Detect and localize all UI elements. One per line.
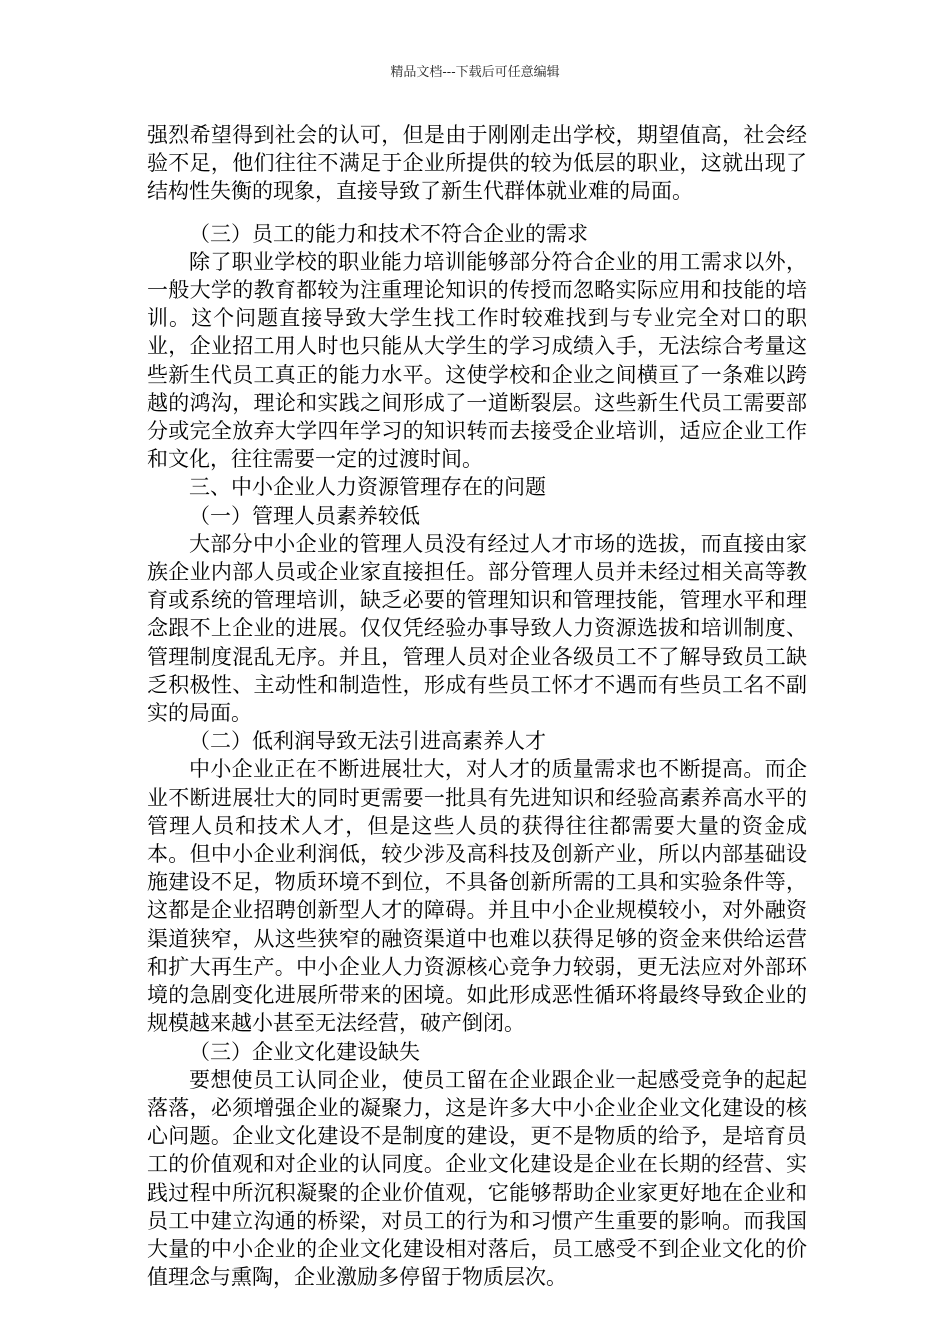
paragraph: 要想使员工认同企业，使员工留在企业跟企业一起感受竞争的起起落落，必须增强企业的凝聚力，这是许多大中小企业企业文化建设的核心问题。企业文化建设不是制度的建设，更不是物质的给予，是培育员工的价值观和对企业的认同度。企业文化建设是企业在长期的经营、实践过程中所沉积凝聚的企业价值观，它能够帮助企业家更好地在企业和员工中建立沟通的桥梁，对员工的行为和习惯产生重要的影响。而我国大量的中小企业的企业文化建设相对落后，员工感受不到企业文化的价值理念与熏陶，企业激励多停留于物质层次。 <box>147 1067 807 1290</box>
chapter-heading-3: 三、中小企业人力资源管理存在的问题 <box>189 475 546 500</box>
section-heading-1: （一）管理人员素养较低 <box>189 503 420 528</box>
paragraph: 大部分中小企业的管理人员没有经过人才市场的选拔，而直接由家族企业内部人员或企业家直接担任。部分管理人员并未经过相关高等教育或系统的管理培训，缺乏必要的管理知识和管理技能，管理水平和理念跟不上企业的进展。仅仅凭经验办事导致人力资源选拔和培训制度、管理制度混乱无序。并且，管理人员对企业各级员工不了解导致员工缺乏积极性、主动性和制造性，形成有些员工怀才不遇而有些员工名不副实的局面。 <box>147 531 807 726</box>
document-body <box>147 121 807 1291</box>
paragraph-continuation: 强烈希望得到社会的认可，但是由于刚刚走出学校，期望值高，社会经验不足，他们往往不满足于企业所提供的较为低层的职业，这就出现了结构性失衡的现象，直接导致了新生代群体就业难的局面。 <box>147 123 807 204</box>
paragraph: 中小企业正在不断进展壮大，对人才的质量需求也不断提高。而企业不断进展壮大的同时更需要一批具有先进知识和经验高素养高水平的管理人员和技术人才，但是这些人员的获得往往都需要大量的资金成本。但中小企业利润低，较少涉及高科技及创新产业，所以内部基础设施建设不足，物质环境不到位，不具备创新所需的工具和实验条件等，这都是企业招聘创新型人才的障碍。并且中小企业规模较小，对外融资渠道狭窄，从这些狭窄的融资渠道中也难以获得足够的资金来供给运营和扩大再生产。中小企业人力资源核心竞争力较弱，更无法应对外部环境的急剧变化进展所带来的困境。如此形成恶性循环将最终导致企业的规模越来越小甚至无法经营，破产倒闭。 <box>147 757 807 1036</box>
page-header: 精品文档---下载后可任意编辑 <box>390 65 560 80</box>
paragraph: 除了职业学校的职业能力培训能够部分符合企业的用工需求以外，一般大学的教育都较为注重理论知识的传授而忽略实际应用和技能的培训。这个问题直接导致大学生找工作时较难找到与专业完全对口的职业，企业招工用人时也只能从大学生的学习成绩入手，无法综合考量这些新生代员工真正的能力水平。这使学校和企业之间横亘了一条难以跨越的鸿沟，理论和实践之间形成了一道断裂层。这些新生代员工需要部分或完全放弃大学四年学习的知识转而去接受企业培训，适应企业工作和文化，往往需要一定的过渡时间。 <box>147 249 807 472</box>
section-heading-2: （二）低利润导致无法引进高素养人才 <box>189 729 546 754</box>
section-heading-3-3: （三）员工的能力和技术不符合企业的需求 <box>189 221 588 246</box>
section-heading-3: （三）企业文化建设缺失 <box>189 1039 420 1064</box>
